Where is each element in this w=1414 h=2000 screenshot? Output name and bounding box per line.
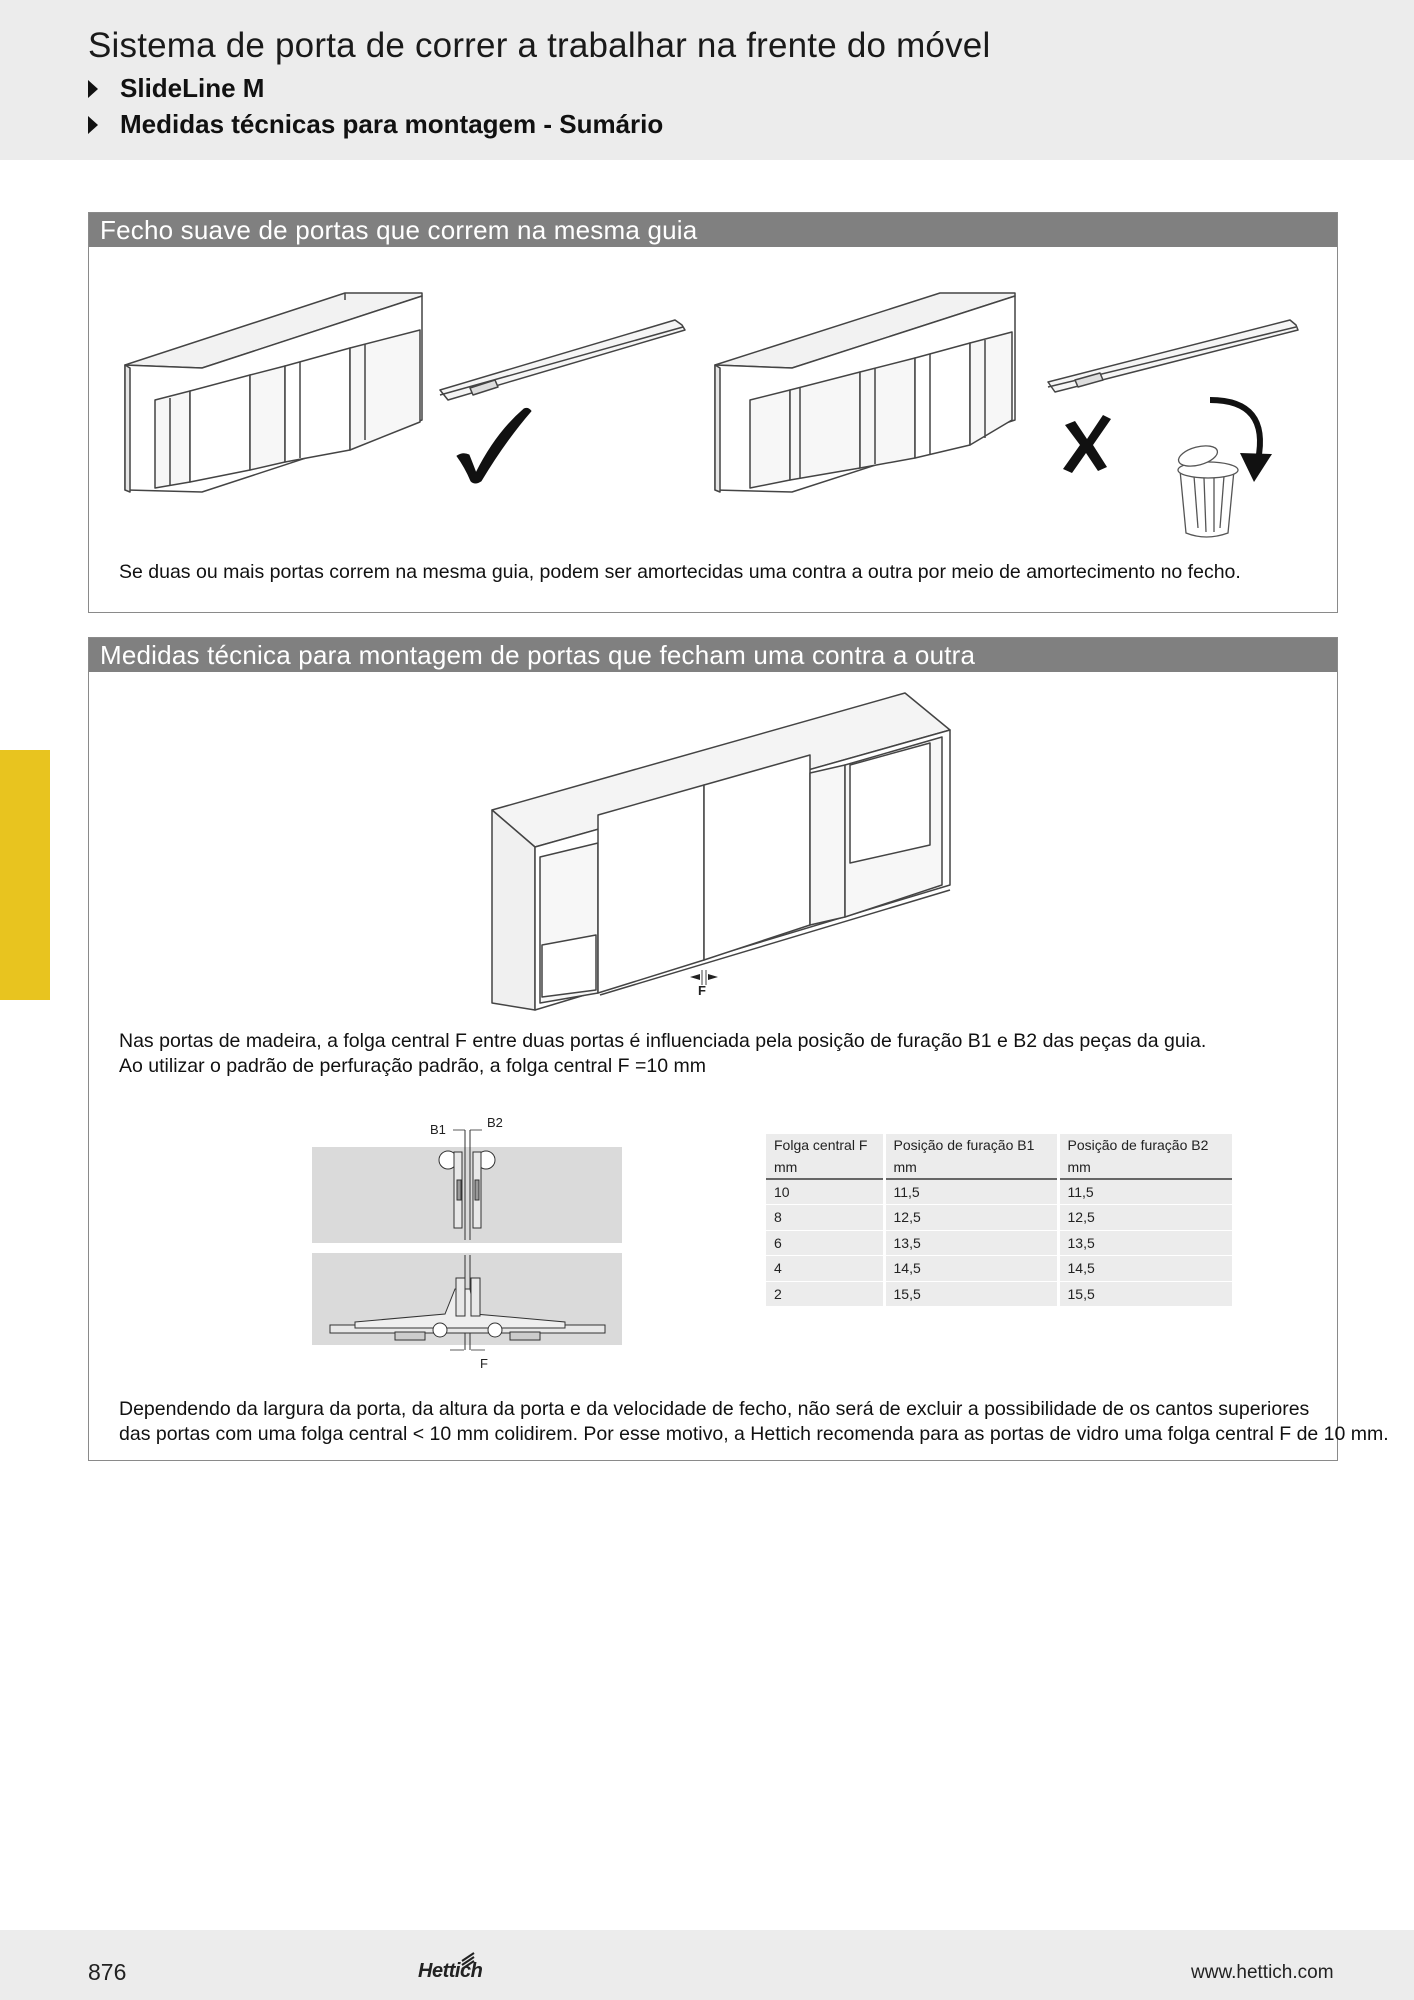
section-heading: Medidas técnica para montagem de portas que fecham uma contra a outra: [89, 638, 1337, 672]
breadcrumb-triangle-icon: [88, 80, 98, 98]
cabinet-gap-illustration: [480, 685, 960, 1015]
section2-bottom-line2: das portas com uma folga central < 10 mm colidirem. Por esse motivo, a Hettich recomenda para as portas de vidro uma folga central F de 10 mm.: [119, 1423, 1389, 1445]
hinge-diagram: [310, 1110, 625, 1375]
diagram-label-f: F: [480, 1356, 488, 1371]
table-cell: 4: [766, 1256, 884, 1282]
breadcrumb-item: [88, 109, 663, 140]
table-cell: 14,5: [1058, 1256, 1232, 1282]
page-number: 876: [88, 1959, 127, 1985]
gap-label-f: F: [698, 983, 706, 998]
table-cell: 15,5: [1058, 1281, 1232, 1307]
table-row: [766, 1281, 1232, 1307]
trash-bin-icon: [1176, 442, 1238, 537]
section1-text: Se duas ou mais portas correm na mesma guia, podem ser amortecidas uma contra a outra por meio de amortecimento no fecho.: [119, 561, 1241, 583]
table-row: [766, 1256, 1232, 1282]
table-cell: 11,5: [1058, 1179, 1232, 1205]
table-cell: 13,5: [1058, 1230, 1232, 1256]
table-cell: 13,5: [884, 1230, 1058, 1256]
checkmark-icon: [457, 408, 531, 483]
chapter-side-tab: [0, 750, 50, 1000]
breadcrumb-triangle-icon: [88, 116, 98, 134]
soft-close-illustration: [100, 270, 1330, 540]
section-heading: Fecho suave de portas que correm na mesma guia: [89, 213, 1337, 247]
table-cell: 8: [766, 1205, 884, 1231]
diagram-label-b2: B2: [487, 1115, 503, 1130]
breadcrumb-label: SlideLine M: [120, 73, 265, 103]
table-cell: 12,5: [1058, 1205, 1232, 1231]
table-row: [766, 1179, 1232, 1205]
cross-icon: [1063, 415, 1111, 473]
page-title: Sistema de porta de correr a trabalhar na frente do móvel: [88, 26, 991, 65]
table-row: [766, 1230, 1232, 1256]
gap-table: [766, 1134, 1232, 1307]
diagram-label-b1: B1: [430, 1122, 446, 1137]
brand-name: Hettich: [418, 1960, 483, 1982]
table-cell: 2: [766, 1281, 884, 1307]
breadcrumb-label: Medidas técnicas para montagem - Sumário: [120, 109, 664, 139]
table-cell: 15,5: [884, 1281, 1058, 1307]
table-cell: 11,5: [884, 1179, 1058, 1205]
footer-url[interactable]: www.hettich.com: [1191, 1962, 1334, 1983]
table-header-cell: Posição de furação B2 mm: [1058, 1134, 1232, 1179]
breadcrumb-item: [88, 73, 264, 104]
table-header-cell: Posição de furação B1 mm: [884, 1134, 1058, 1179]
table-cell: 14,5: [884, 1256, 1058, 1282]
section2-text-line2: Ao utilizar o padrão de perfuração padrão, a folga central F =10 mm: [119, 1055, 706, 1077]
table-cell: 12,5: [884, 1205, 1058, 1231]
table-cell: 6: [766, 1230, 884, 1256]
table-header-cell: Folga central F mm: [766, 1134, 884, 1179]
table-cell: 10: [766, 1179, 884, 1205]
table-row: [766, 1205, 1232, 1231]
table-header-row: [766, 1134, 1232, 1179]
section2-text-line1: Nas portas de madeira, a folga central F entre duas portas é influenciada pela posição de furação B1 e B2 das peças da guia.: [119, 1030, 1207, 1052]
section2-bottom-line1: Dependendo da largura da porta, da altura da porta e da velocidade de fecho, não será de excluir a possibilidade de os cantos superiores: [119, 1398, 1310, 1420]
